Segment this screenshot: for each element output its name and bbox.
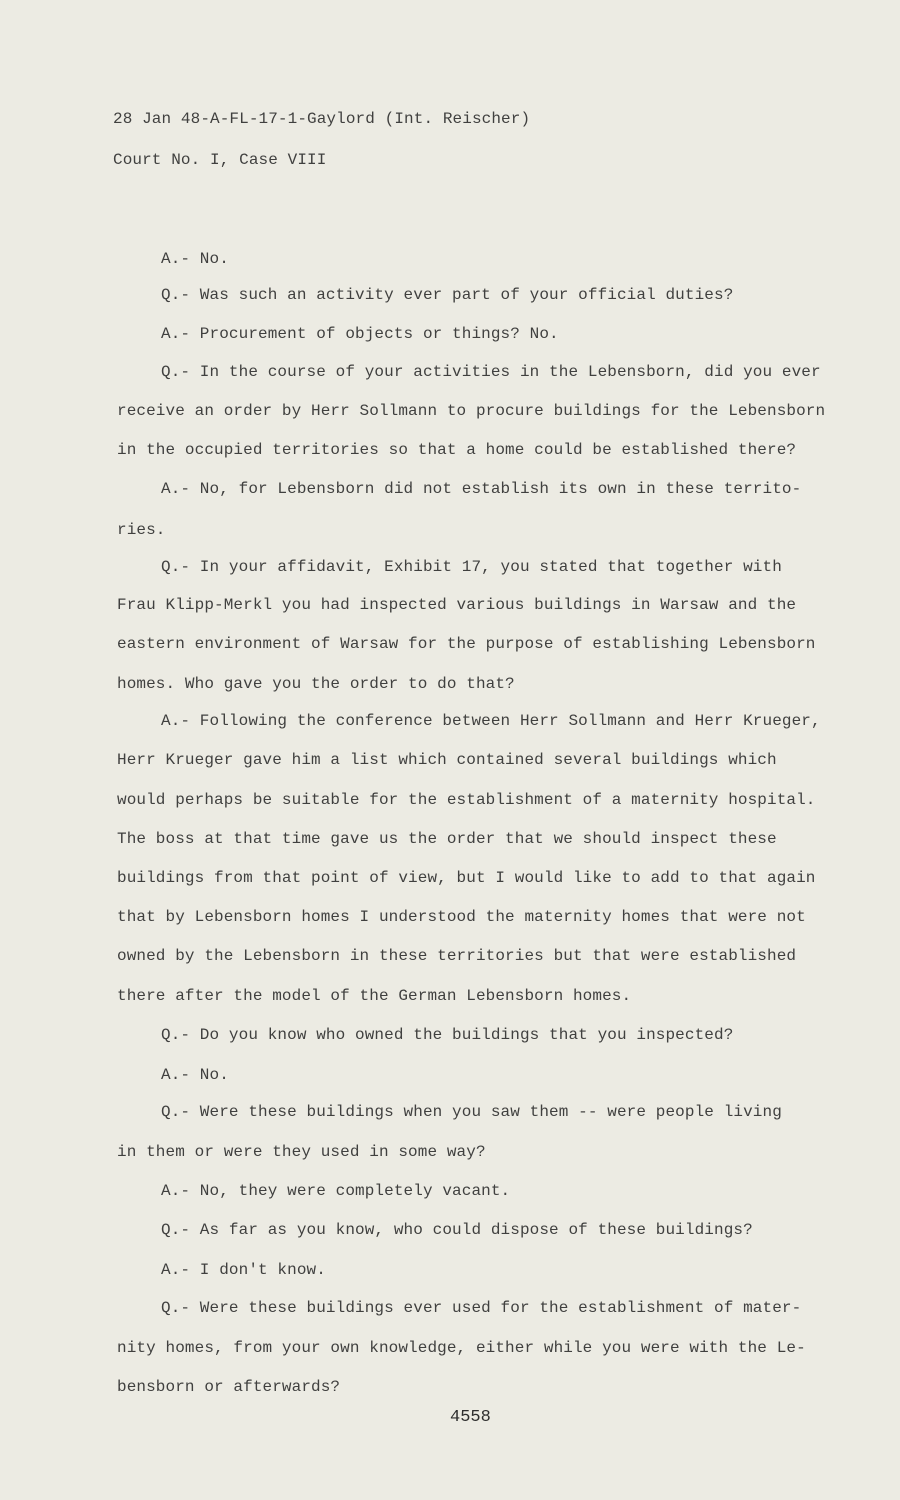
transcript-line: Frau Klipp-Merkl you had inspected various buildings in Warsaw and the: [117, 596, 797, 614]
transcript-line: bensborn or afterwards?: [117, 1378, 341, 1396]
transcript-line: Q.- Do you know who owned the buildings that you inspected?: [161, 1026, 734, 1044]
transcript-line: Q.- As far as you know, who could dispose of these buildings?: [161, 1221, 753, 1239]
transcript-line: A.- I don't know.: [161, 1261, 326, 1279]
transcript-line: A.- Procurement of objects or things? No.: [161, 325, 559, 343]
transcript-line: Q.- In the course of your activities in the Lebensborn, did you ever: [161, 363, 821, 381]
transcript-line: that by Lebensborn homes I understood the maternity homes that were not: [117, 908, 806, 926]
transcript-line: Herr Krueger gave him a list which contained several buildings which: [117, 751, 777, 769]
document-header-court: Court No. I, Case VIII: [113, 151, 327, 169]
transcript-line: A.- No.: [161, 1066, 229, 1084]
transcript-line: ries.: [117, 521, 166, 539]
transcript-line: Q.- Was such an activity ever part of your official duties?: [161, 286, 734, 304]
page-number: 4558: [450, 1408, 491, 1427]
transcript-line: A.- No.: [161, 250, 229, 268]
transcript-line: The boss at that time gave us the order that we should inspect these: [117, 830, 777, 848]
transcript-line: in them or were they used in some way?: [117, 1143, 486, 1161]
transcript-line: A.- Following the conference between Herr Sollmann and Herr Krueger,: [161, 712, 821, 730]
transcript-line: receive an order by Herr Sollmann to procure buildings for the Lebensborn: [117, 402, 826, 420]
transcript-line: Q.- In your affidavit, Exhibit 17, you stated that together with: [161, 558, 782, 576]
document-header-reference: 28 Jan 48-A-FL-17-1-Gaylord (Int. Reischer): [113, 110, 531, 128]
transcript-line: Q.- Were these buildings when you saw them -- were people living: [161, 1103, 782, 1121]
transcript-line: Q.- Were these buildings ever used for the establishment of mater-: [161, 1299, 802, 1317]
transcript-line: nity homes, from your own knowledge, either while you were with the Le-: [117, 1339, 806, 1357]
transcript-line: eastern environment of Warsaw for the purpose of establishing Lebensborn: [117, 635, 816, 653]
transcript-line: owned by the Lebensborn in these territories but that were established: [117, 947, 797, 965]
transcript-line: buildings from that point of view, but I would like to add to that again: [117, 869, 816, 887]
transcript-line: would perhaps be suitable for the establishment of a maternity hospital.: [117, 791, 816, 809]
transcript-line: there after the model of the German Lebensborn homes.: [117, 987, 632, 1005]
transcript-line: homes. Who gave you the order to do that?: [117, 675, 515, 693]
transcript-line: A.- No, they were completely vacant.: [161, 1182, 511, 1200]
transcript-line: A.- No, for Lebensborn did not establish its own in these territo-: [161, 480, 802, 498]
transcript-line: in the occupied territories so that a home could be established there?: [117, 441, 797, 459]
